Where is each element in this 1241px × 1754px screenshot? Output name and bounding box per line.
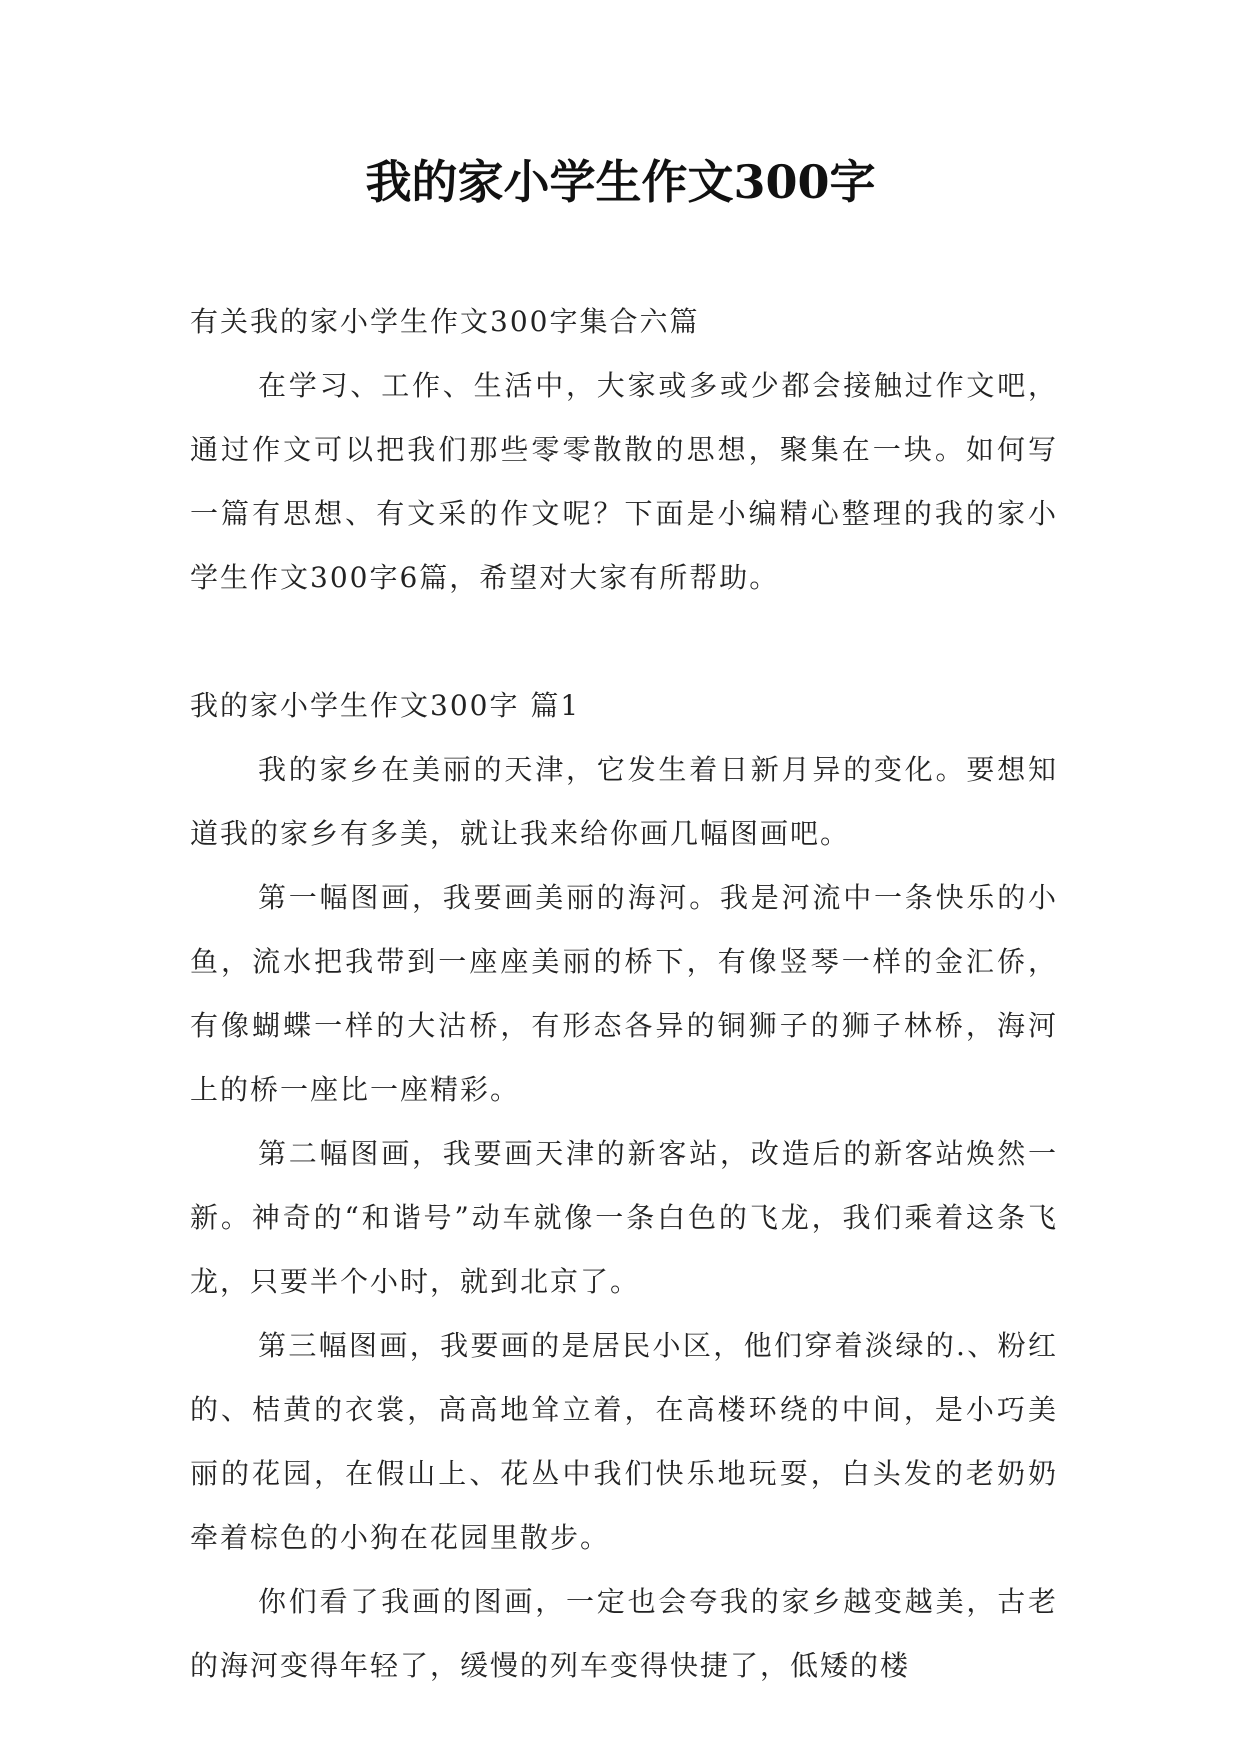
- body-paragraph: 你们看了我画的图画，一定也会夸我的家乡越变越美，古老的海河变得年轻了，缓慢的列车变得快捷了，低矮的楼: [190, 1585, 1058, 1682]
- section-spacer: [190, 610, 1058, 674]
- body-paragraph: 第二幅图画，我要画天津的新客站，改造后的新客站焕然一新。神奇的“和谐号”动车就像一条白色的飞龙，我们乘着这条飞龙，只要半个小时，就到北京了。: [190, 1137, 1058, 1298]
- body-paragraph: 第三幅图画，我要画的是居民小区，他们穿着淡绿的.、粉红的、桔黄的衣裳，高高地耸立着，在高楼环绕的中间，是小巧美丽的花园，在假山上、花丛中我们快乐地玩耍，白头发的老奶奶牵着棕色的小狗在花园里散步。: [190, 1329, 1058, 1554]
- document-body: [190, 290, 1058, 1698]
- section-heading: 我的家小学生作文300字 篇1: [190, 689, 581, 722]
- body-paragraph: 第一幅图画，我要画美丽的海河。我是河流中一条快乐的小鱼，流水把我带到一座座美丽的桥下，有像竖琴一样的金汇侨，有像蝴蝶一样的大沽桥，有形态各异的铜狮子的狮子林桥，海河上的桥一座比一座精彩。: [190, 881, 1058, 1106]
- body-paragraph: 我的家乡在美丽的天津，它发生着日新月异的变化。要想知道我的家乡有多美，就让我来给你画几幅图画吧。: [190, 753, 1058, 850]
- intro-paragraph: 在学习、工作、生活中，大家或多或少都会接触过作文吧，通过作文可以把我们那些零零散散的思想，聚集在一块。如何写一篇有思想、有文采的作文呢？下面是小编精心整理的我的家小学生作文300字6篇，希望对大家有所帮助。: [190, 369, 1058, 594]
- document-title: 我的家小学生作文300字: [365, 155, 876, 209]
- intro-heading: 有关我的家小学生作文300字集合六篇: [190, 305, 700, 338]
